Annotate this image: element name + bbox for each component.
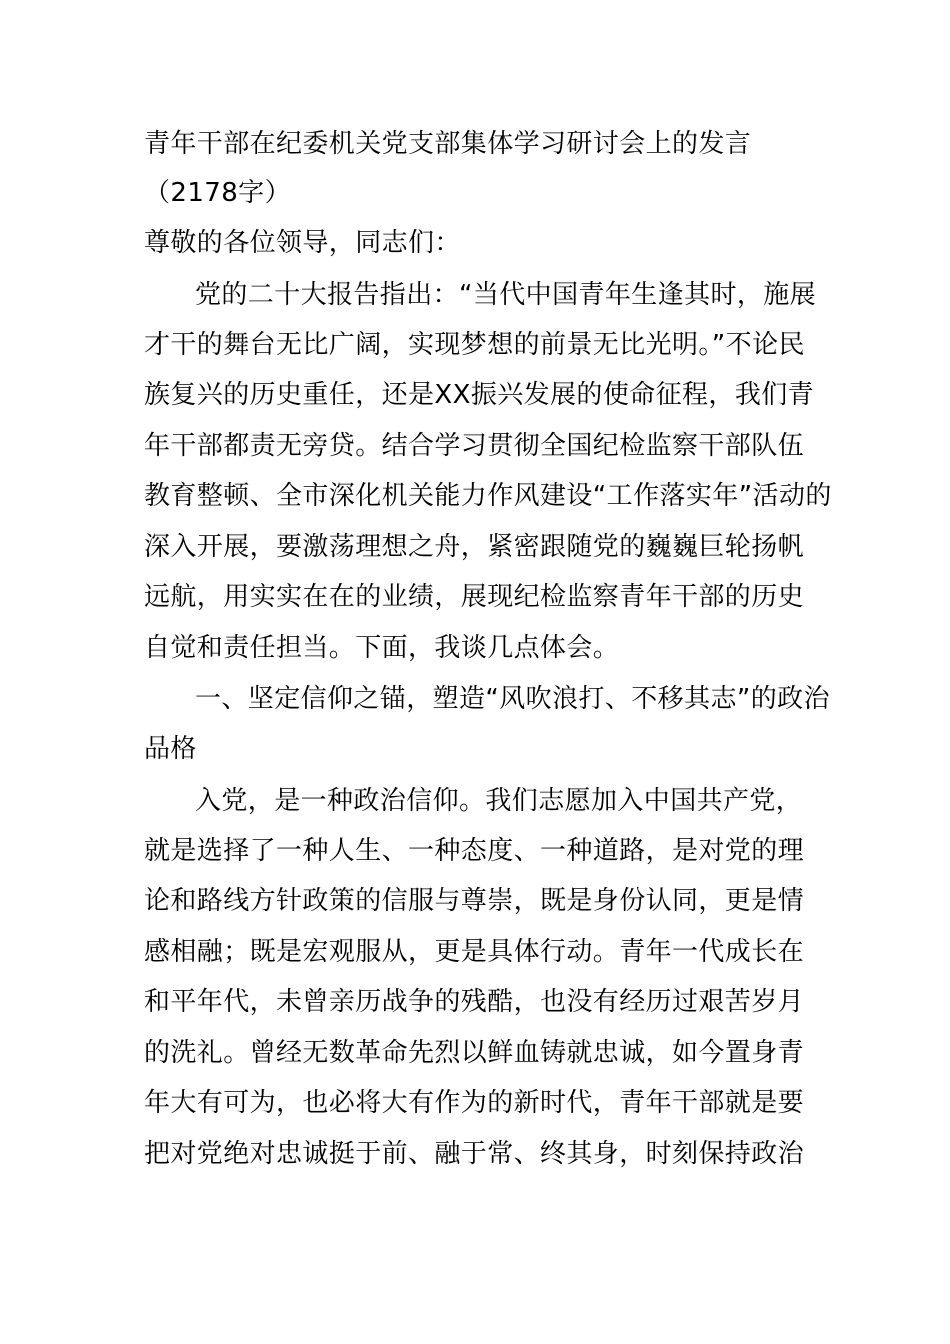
paragraph-2-line: 感相融；既是宏观服从，更是具体行动。青年一代成长在 [144, 937, 805, 967]
paragraph-1-line: 自觉和责任担当。下面，我谈几点体会。 [144, 633, 620, 663]
document-title: 青年干部在纪委机关党支部集体学习研讨会上的发言 [144, 129, 752, 159]
paragraph-1-line: 教育整顿、全市深化机关能力作风建设“工作落实年”活动的 [144, 481, 832, 511]
section-heading-1-cont: 品格 [144, 734, 197, 764]
paragraph-2-line: 年大有可为，也必将大有作为的新时代，青年干部就是要 [144, 1088, 805, 1118]
salutation: 尊敬的各位领导，同志们： [144, 228, 461, 258]
paragraph-1-line: 党的二十大报告指出：“当代中国青年生逢其时，施展 [195, 280, 817, 310]
paragraph-2-line: 论和路线方针政策的信服与尊崇，既是身份认同，更是情 [144, 886, 805, 916]
paragraph-1-line: 才干的舞台无比广阔，实现梦想的前景无比光明。”不论民 [144, 330, 805, 360]
section-heading-1: 一、坚定信仰之锚，塑造“风吹浪打、不移其志”的政治 [195, 684, 830, 714]
paragraph-1-line: 族复兴的历史重任，还是XX振兴发展的使命征程，我们青 [144, 380, 815, 410]
paragraph-1-line: 远航，用实实在在的业绩，展现纪检监察青年干部的历史 [144, 582, 805, 612]
document-word-count: （2178字） [144, 178, 291, 208]
paragraph-2-line: 和平年代，未曾亲历战争的残酷，也没有经历过艰苦岁月 [144, 987, 805, 1017]
paragraph-1-line: 年干部都责无旁贷。结合学习贯彻全国纪检监察干部队伍 [144, 431, 805, 461]
paragraph-2-line: 就是选择了一种人生、一种态度、一种道路，是对党的理 [144, 836, 805, 866]
paragraph-1-line: 深入开展，要激荡理想之舟，紧密跟随党的巍巍巨轮扬帆 [144, 532, 805, 562]
paragraph-2-line: 入党，是一种政治信仰。我们志愿加入中国共产党， [195, 786, 803, 816]
paragraph-2-line: 把对党绝对忠诚挺于前、融于常、终其身，时刻保持政治 [144, 1139, 805, 1169]
paragraph-2-line: 的洗礼。曾经无数革命先烈以鲜血铸就忠诚，如今置身青 [144, 1038, 805, 1068]
